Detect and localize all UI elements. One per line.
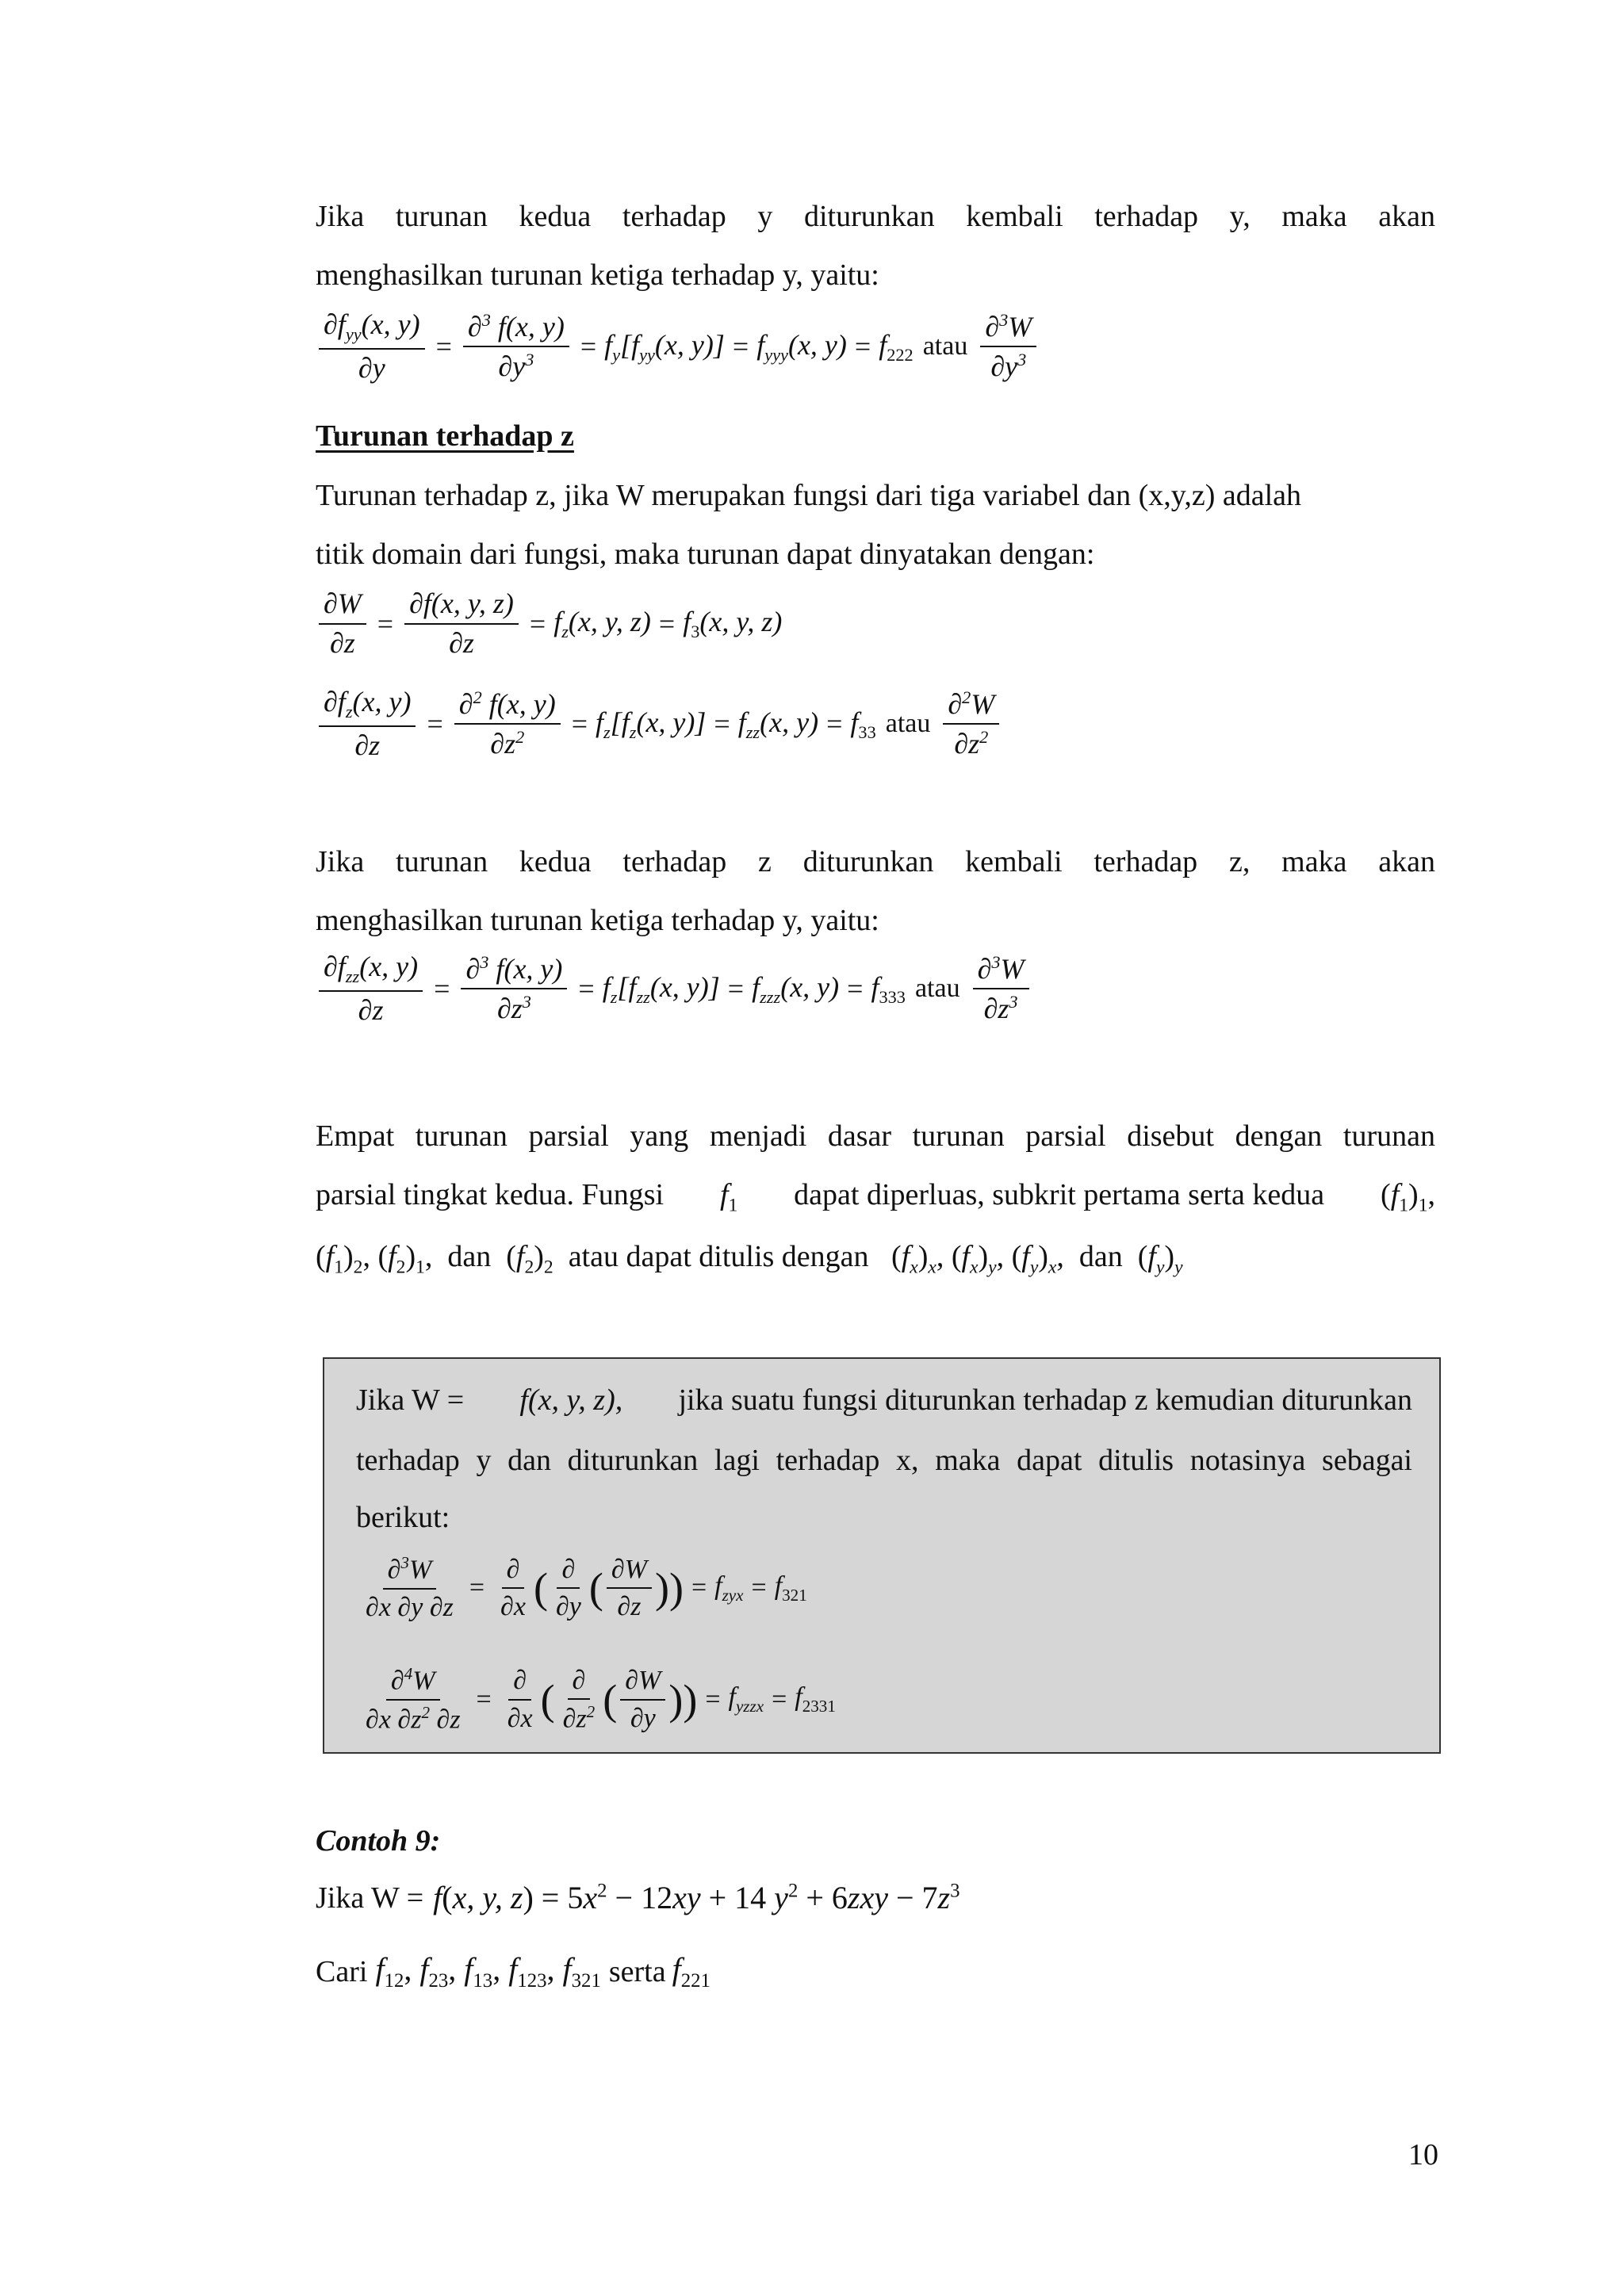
box-line-2: terhadap y dan diturunkan lagi terhadap x, maka dapat ditulis notasinya sebagai <box>356 1444 1412 1477</box>
note-box-mixed-partials <box>323 1357 1441 1754</box>
equation-f2331: $\frac{\partial^4W}{\partial x \partial z^2 \partial z}$ = $\frac{\partial}{\partial x}$ ( $\frac{\partial}{\partial z^2}$ ( $\frac{\partial W}{\partial y}$ )) = $f_{yzzx}$ = $f_{2331}$ <box>366 1664 836 1735</box>
heading-turunan-terhadap-z: Turunan terhadap z <box>316 419 574 453</box>
paragraph-derivative-z: Turunan terhadap z, jika W merupakan fungsi dari tiga variabel dan (x,y,z) adalah <box>316 479 1302 512</box>
example-function: Jika W = f(x, y, $z) = 5x^2 - 12xy + 14$ $y^2 + 6zxy - 7z^3$ <box>316 1880 960 1915</box>
equation-third-derivative-y: $\frac{\partial f_{yy}(x, y)}{\partial y}$ = $\frac{\partial^3 f(x, y)}{\partial y^3}$ = $f_y[f_{yy}(x$, y)] = $f_{yyy}(x$, y) = $f_{222}$ atau $\frac{\partial^3W}{\partial y^3}$ <box>316 309 1040 384</box>
equation-third-derivative-z: $\frac{\partial f_{zz}(x, y)}{\partial z}$ = $\frac{\partial^3 f(x, y)}{\partial z^3}$ = $f_z[f_{zz}(x$, y)] = $f_{zzz}(x$, y) = $f_{333}$ atau $\frac{\partial^3W}{\partial z^3}$ <box>316 951 1032 1026</box>
box-line-3: berikut: <box>356 1501 450 1534</box>
box-line-1: Jika W = f(x, y, z), jika suatu fungsi diturunkan terhadap z kemudian diturunkan <box>356 1383 1412 1417</box>
paragraph-line-3: $(f_1)_2$, $(f_2)_1$, dan $(f_2)_2$ atau dapat ditulis dengan $(f_x)_x$, $(f_x)_y$, $(f_y)_x$, dan $(f_y)_y$ <box>316 1240 1183 1278</box>
example-title: Contoh 9: <box>316 1824 441 1858</box>
equation-f321: $\frac{\partial^3W}{\partial x \partial y \partial z}$ = $\frac{\partial}{\partial x}$ ( $\frac{\partial}{\partial y}$ ( $\frac{\partial W}{\partial z}$ )) = $f_{zyx}$ = $f_{321}$ <box>366 1553 807 1622</box>
page-number: 10 <box>1408 2138 1438 2172</box>
paragraph-line: Jika turunan kedua terhadap y diturunkan kembali terhadap y, maka akan <box>316 200 1435 233</box>
paragraph-line-2: parsial tingkat kedua. Fungsi $f_1$ dapat diperluas, subkrit pertama serta kedua $(f_1)_1$, <box>316 1178 1435 1216</box>
paragraph-line-2: titik domain dari fungsi, maka turunan dapat dinyatakan dengan: <box>316 538 1095 571</box>
paragraph-line-2: menghasilkan turunan ketiga terhadap y, yaitu: <box>316 258 879 292</box>
paragraph-line-2: menghasilkan turunan ketiga terhadap y, yaitu: <box>316 904 879 937</box>
paragraph-second-order-partials: Empat turunan parsial yang menjadi dasar turunan parsial disebut dengan turunan <box>316 1119 1435 1153</box>
equation-second-derivative-z: $\frac{\partial f_z(x, y)}{\partial z}$ = $\frac{\partial^2 f(x, y)}{\partial z^2}$ = $f_z[f_z(x$, y)] = $f_{zz}(x$, y) = $f_{33}$ atau $\frac{\partial^2W}{\partial z^2}$ <box>316 687 1002 761</box>
paragraph-third-derivative-z: Jika turunan kedua terhadap z diturunkan kembali terhadap z, maka akan <box>316 845 1435 878</box>
example-task: Cari $f_{12}$, $f_{23}$, $f_{13}$, $f_{123}$, $f_{321}$ serta $f_{221}$ <box>316 1951 710 1992</box>
paragraph-third-derivative-y <box>316 187 1435 246</box>
equation-first-derivative-z: $\frac{\partial W}{\partial z}$ = $\frac{\partial f(x, y, z)}{\partial z}$ = $f_z(x$, y, z) = $f_3(x$, y, z) <box>316 588 782 659</box>
